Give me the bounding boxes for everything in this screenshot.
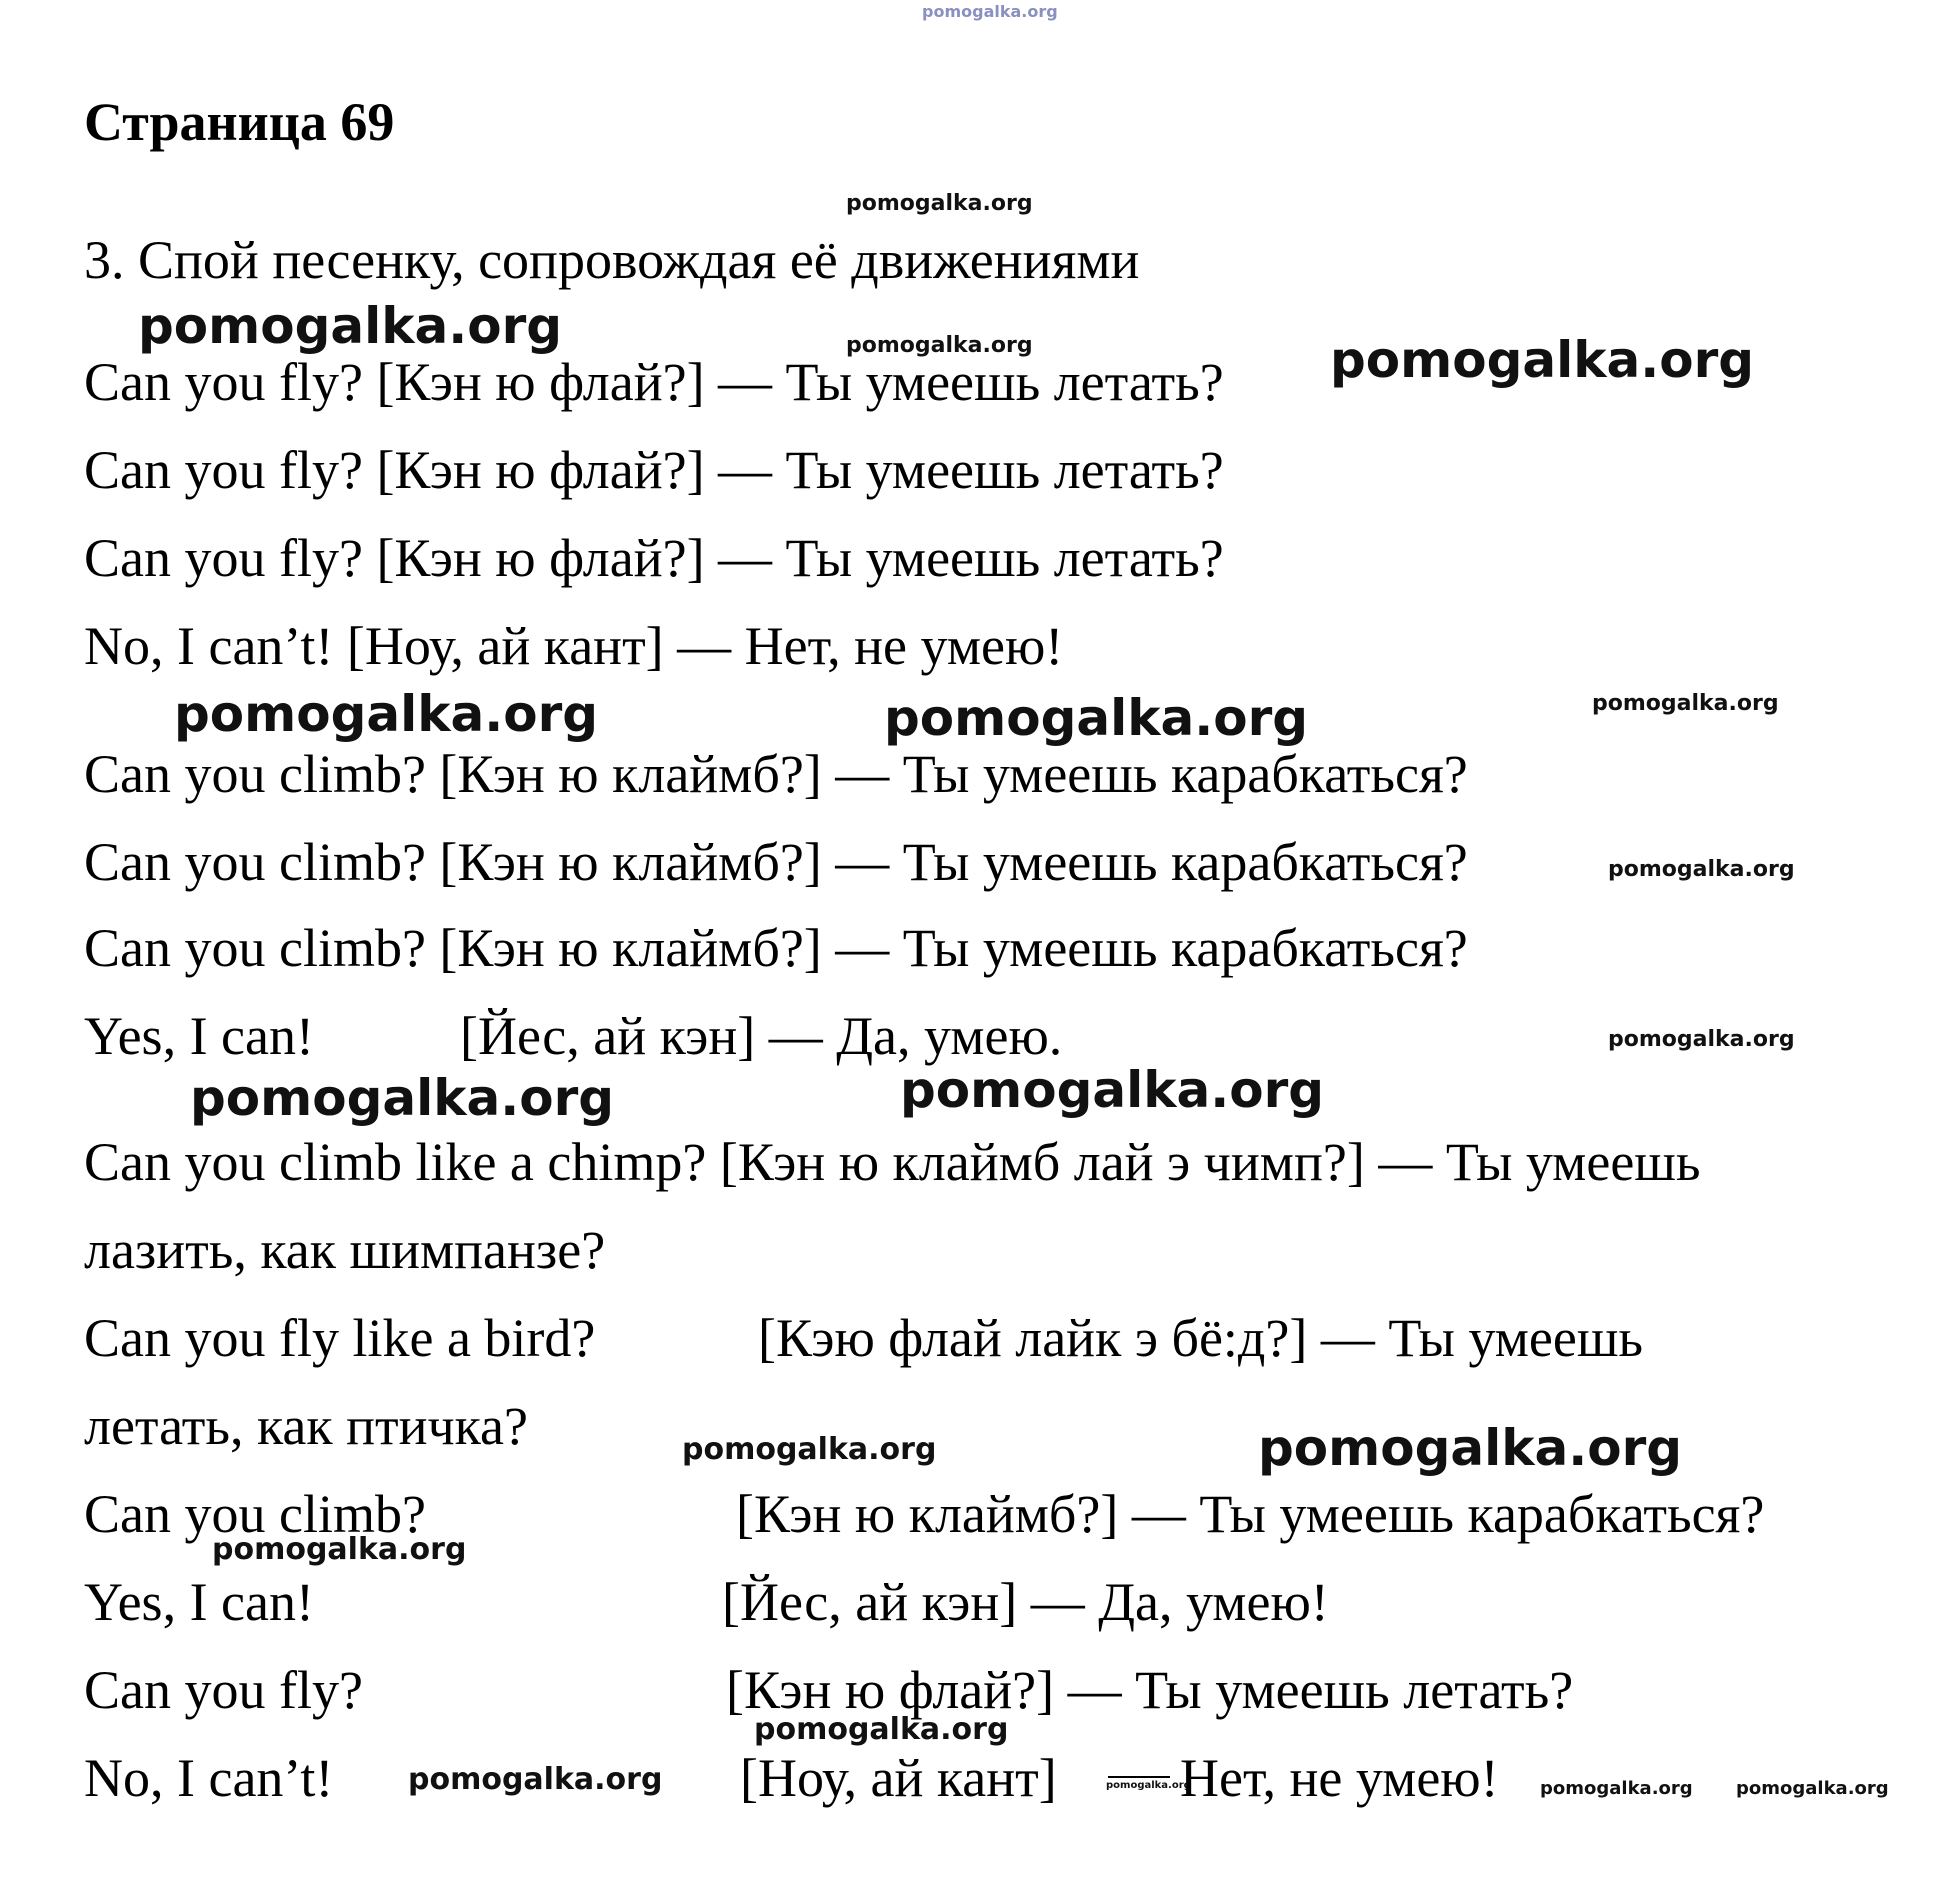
watermark: pomogalka.org: [174, 685, 599, 743]
watermark: pomogalka.org: [1106, 1780, 1191, 1791]
song-line-ru: Нет, не умею!: [1180, 1748, 1499, 1808]
song-line: Can you fly? [Кэн ю флай?] — Ты умеешь летать?: [84, 528, 1224, 588]
task-heading: 3. Спой песенку, сопровождая её движениями: [84, 230, 1140, 290]
dash-divider: [1108, 1776, 1170, 1778]
watermark: pomogalka.org: [900, 1061, 1325, 1119]
page-title: Страница 69: [84, 92, 395, 152]
watermark: pomogalka.org: [846, 333, 1033, 358]
top-watermark-link[interactable]: pomogalka.org: [922, 2, 1058, 21]
watermark: pomogalka.org: [1608, 857, 1795, 882]
song-line-en: Can you fly?: [84, 1660, 363, 1720]
watermark: pomogalka.org: [1608, 1027, 1795, 1052]
song-line-ru: [Кэн ю флай?] — Ты умеешь летать?: [726, 1660, 1574, 1720]
song-line: Can you fly? [Кэн ю флай?] — Ты умеешь летать?: [84, 440, 1224, 500]
song-line: No, I can’t! [Ноу, ай кант] — Нет, не умею!: [84, 616, 1064, 676]
song-line: Can you climb? [Кэн ю клаймб?] — Ты умеешь карабкаться?: [84, 832, 1468, 892]
song-line: Can you climb? [Кэн ю клаймб?] — Ты умеешь карабкаться?: [84, 744, 1468, 804]
song-line: Can you fly? [Кэн ю флай?] — Ты умеешь летать?: [84, 352, 1224, 412]
watermark: pomogalka.org: [138, 297, 563, 355]
watermark: pomogalka.org: [408, 1762, 663, 1797]
watermark: pomogalka.org: [884, 689, 1309, 747]
watermark: pomogalka.org: [682, 1432, 937, 1467]
song-line-en: Can you fly like a bird?: [84, 1308, 596, 1368]
watermark: pomogalka.org: [1592, 691, 1779, 716]
watermark: pomogalka.org: [190, 1069, 615, 1127]
watermark: pomogalka.org: [1258, 1419, 1683, 1477]
song-line: Can you climb? [Кэн ю клаймб?] — Ты умеешь карабкаться?: [84, 918, 1468, 978]
watermark: pomogalka.org: [1736, 1778, 1889, 1799]
song-line-en: No, I can’t!: [84, 1748, 334, 1808]
song-line-ru: [Йес, ай кэн] — Да, умею!: [722, 1572, 1329, 1632]
watermark: pomogalka.org: [212, 1532, 467, 1567]
song-line-ru: [Кэн ю клаймб?] — Ты умеешь карабкаться?: [736, 1484, 1765, 1544]
song-line-ru: [Кэю флай лайк э бё:д?] — Ты умеешь: [758, 1308, 1644, 1368]
song-line-en: Can you climb?: [84, 1484, 426, 1544]
song-line-en: Yes, I can!: [84, 1572, 314, 1632]
watermark: pomogalka.org: [1540, 1778, 1693, 1799]
song-line-ru: [Ноу, ай кант]: [740, 1748, 1057, 1808]
song-line: летать, как птичка?: [84, 1396, 528, 1456]
watermark: pomogalka.org: [846, 191, 1033, 216]
watermark: pomogalka.org: [1330, 331, 1755, 389]
song-line: Can you climb like a chimp? [Кэн ю клаймб лай э чимп?] — Ты умеешь: [84, 1132, 1701, 1192]
song-line-en: Yes, I can!: [84, 1006, 314, 1066]
watermark: pomogalka.org: [754, 1712, 1009, 1747]
song-line-ru: [Йес, ай кэн] — Да, умею.: [460, 1006, 1063, 1066]
song-line: лазить, как шимпанзе?: [84, 1220, 606, 1280]
